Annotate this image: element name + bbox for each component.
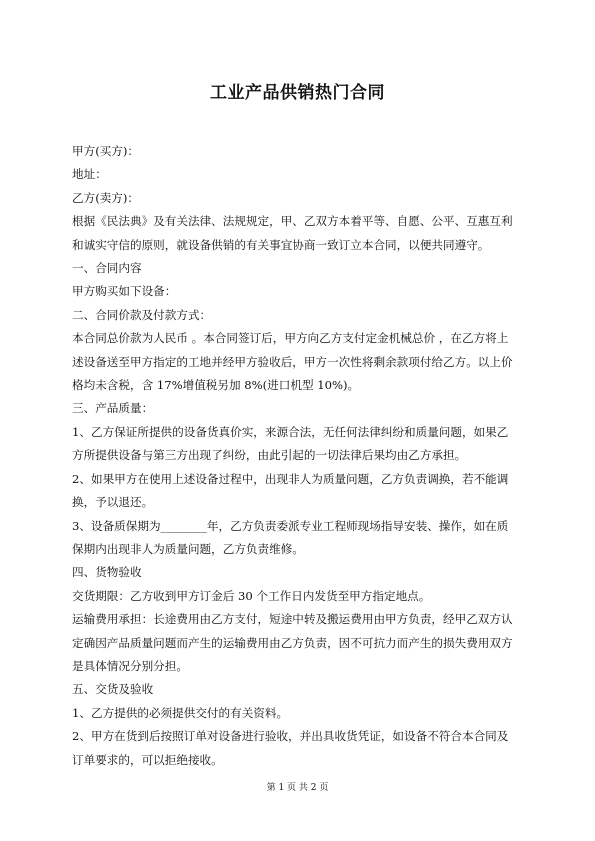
- body-line: 换，予以退还。: [72, 495, 154, 510]
- section-heading: 一、合同内容: [72, 261, 142, 276]
- body-line: 交货期限：乙方收到甲方订金后 30 个工作日内发货至甲方指定地点。: [72, 588, 431, 603]
- body-line: 是具体情况分别分担。: [72, 658, 188, 673]
- body-line: 1、乙方保证所提供的设备货真价实，来源合法，无任何法律纠纷和质量问题，如果乙: [72, 424, 509, 439]
- body-line: 甲方购买如下设备：: [72, 284, 177, 299]
- body-line: 3、设备质保期为________年，乙方负责委派专业工程师现场指导安装、操作，如在质: [72, 518, 509, 533]
- section-heading: 三、产品质量：: [72, 401, 154, 416]
- section-heading: 四、货物验收: [72, 565, 142, 580]
- body-line: 和诚实守信的原则，就设备供销的有关事宜协商一致订立本合同，以便共同遵守。: [72, 237, 490, 252]
- page-number-footer: 第 1 页 共 2 页: [266, 783, 329, 793]
- body-line: 保期内出现非人为质量问题，乙方负责维修。: [72, 541, 304, 556]
- body-line: 地址：: [72, 167, 107, 182]
- body-line: 2、甲方在货到后按照订单对设备进行验收，并出具收货凭证，如设备不符合本合同及: [72, 729, 509, 744]
- body-line: 1、乙方提供的必须提供交付的有关资料。: [72, 705, 289, 720]
- body-line: 2、如果甲方在使用上述设备过程中，出现非人为质量问题，乙方负责调换，若不能调: [72, 471, 509, 486]
- section-heading: 五、交货及验收: [72, 682, 154, 697]
- document-title: 工业产品供销热门合同: [210, 83, 385, 103]
- body-line: 订单要求的，可以拒绝接收。: [72, 752, 223, 767]
- body-line: 本合同总价款为人民币 。本合同签订后，甲方向乙方支付定金机械总价 ，在乙方将上: [72, 331, 509, 346]
- body-line: 方所提供设备与第三方出现了纠纷，由此引起的一切法律后果均由乙方承担。: [72, 448, 467, 463]
- document-body: [72, 140, 524, 772]
- body-line: 述设备送至甲方指定的工地并经甲方验收后，甲方一次性将剩余款项付给乙方。以上价: [72, 354, 513, 369]
- body-line: 定确因产品质量问题而产生的运输费用由乙方负责，因不可抗力而产生的损失费用双方: [72, 635, 513, 650]
- section-heading: 二、合同价款及付款方式：: [72, 307, 212, 322]
- body-line: 格均未含税，含 17%增值税另加 8%(进口机型 10%)。: [72, 378, 360, 393]
- body-line: 乙方(卖方)：: [72, 190, 140, 205]
- body-line: 运输费用承担：长途费用由乙方支付，短途中转及搬运费用由甲方负责，经甲乙双方认: [72, 612, 513, 627]
- body-line: 根据《民法典》及有关法律、法规规定，甲、乙双方本着平等、自愿、公平、互惠互利: [72, 214, 513, 229]
- body-line: 甲方(买方)：: [72, 144, 140, 158]
